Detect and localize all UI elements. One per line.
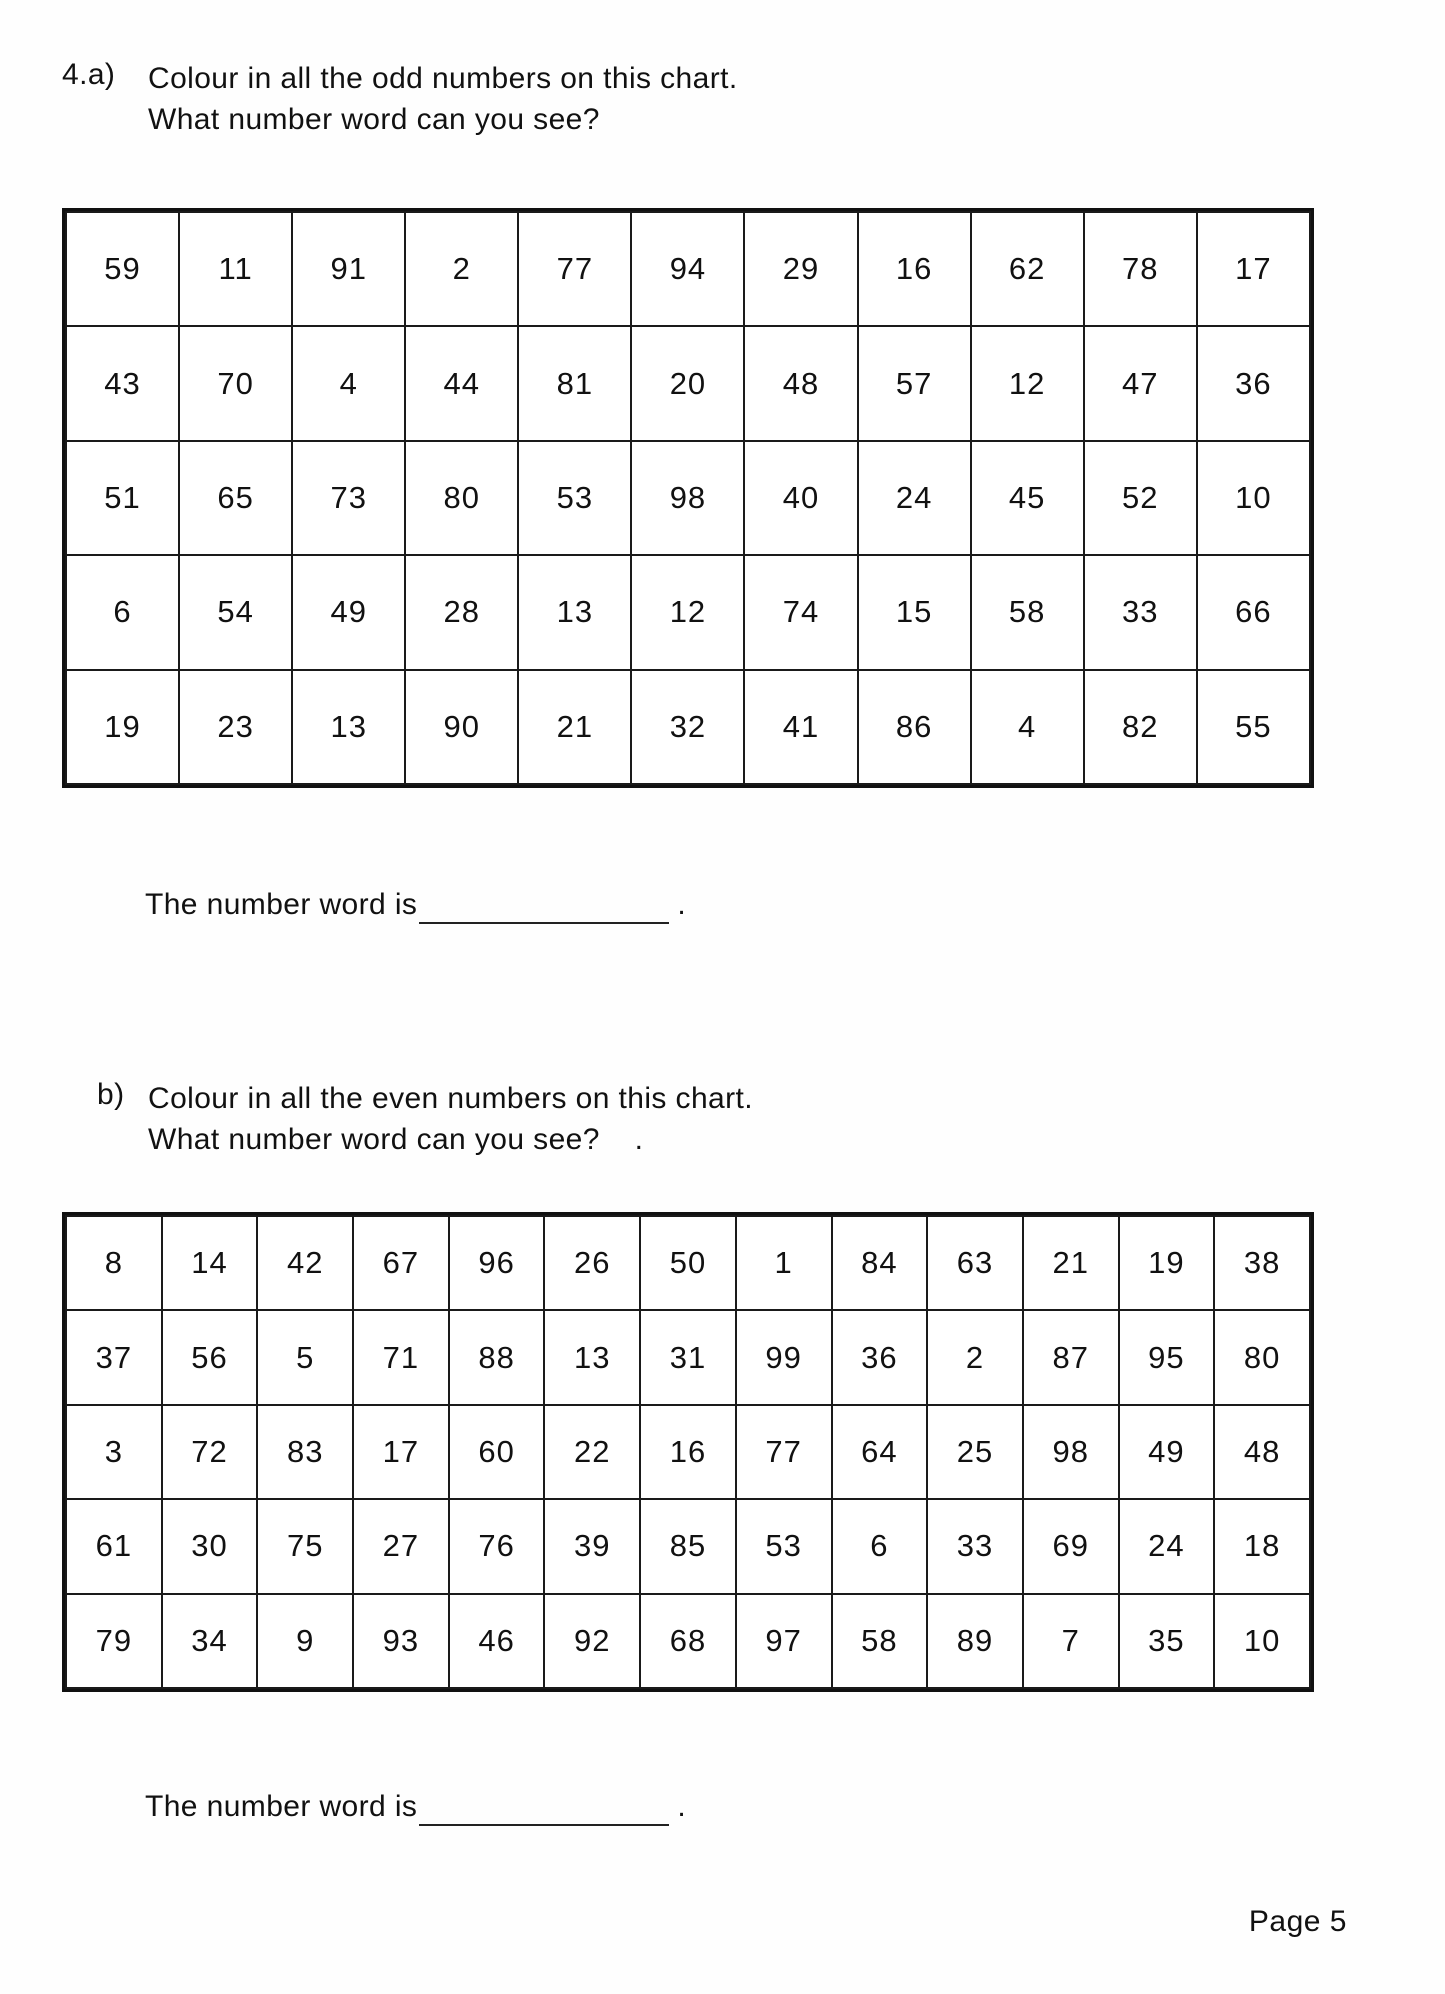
grid-cell[interactable]: 27 — [353, 1499, 449, 1593]
grid-cell[interactable]: 39 — [544, 1499, 640, 1593]
grid-cell[interactable]: 96 — [449, 1216, 545, 1310]
grid-cell[interactable]: 20 — [631, 326, 744, 440]
grid-cell[interactable]: 13 — [292, 670, 405, 784]
question-b-line2-main: What number word can you see? — [148, 1123, 600, 1157]
question-a-answer-blank[interactable] — [419, 892, 669, 924]
grid-cell[interactable]: 12 — [971, 326, 1084, 440]
grid-cell[interactable]: 61 — [66, 1499, 162, 1593]
grid-cell[interactable]: 21 — [518, 670, 631, 784]
grid-cell[interactable]: 16 — [640, 1405, 736, 1499]
grid-cell[interactable]: 22 — [544, 1405, 640, 1499]
grid-cell[interactable]: 3 — [66, 1405, 162, 1499]
grid-cell[interactable]: 52 — [1084, 441, 1197, 555]
even-numbers-grid[interactable] — [62, 1212, 1314, 1692]
grid-cell[interactable]: 19 — [66, 670, 179, 784]
question-a-text — [148, 58, 738, 141]
question-a-line1: Colour in all the odd numbers on this chart. — [148, 62, 738, 95]
grid-cell[interactable]: 30 — [162, 1499, 258, 1593]
grid-cell[interactable]: 62 — [971, 212, 1084, 326]
table-row — [66, 1310, 1310, 1404]
grid-cell[interactable]: 18 — [1214, 1499, 1310, 1593]
odd-numbers-table[interactable] — [65, 211, 1311, 785]
grid-cell[interactable]: 48 — [1214, 1405, 1310, 1499]
grid-cell[interactable]: 85 — [640, 1499, 736, 1593]
question-b-answer-blank[interactable] — [419, 1794, 669, 1826]
question-b-answer-period: . — [677, 1790, 687, 1823]
grid-cell[interactable]: 2 — [927, 1310, 1023, 1404]
grid-cell[interactable]: 40 — [744, 441, 857, 555]
grid-cell[interactable]: 42 — [257, 1216, 353, 1310]
grid-cell[interactable]: 15 — [858, 555, 971, 669]
grid-cell[interactable]: 16 — [858, 212, 971, 326]
grid-cell[interactable]: 87 — [1023, 1310, 1119, 1404]
grid-cell[interactable]: 17 — [353, 1405, 449, 1499]
question-b-line2-dot: . — [634, 1123, 644, 1157]
even-numbers-table[interactable] — [65, 1215, 1311, 1689]
grid-cell[interactable]: 89 — [927, 1594, 1023, 1688]
grid-cell[interactable]: 74 — [744, 555, 857, 669]
grid-cell[interactable]: 77 — [736, 1405, 832, 1499]
grid-cell[interactable]: 66 — [1197, 555, 1310, 669]
odd-numbers-body — [66, 212, 1310, 784]
question-a-answer-row — [145, 888, 686, 924]
grid-cell[interactable]: 48 — [744, 326, 857, 440]
grid-cell[interactable]: 44 — [405, 326, 518, 440]
grid-cell[interactable]: 36 — [832, 1310, 928, 1404]
grid-cell[interactable]: 5 — [257, 1310, 353, 1404]
grid-cell[interactable]: 46 — [449, 1594, 545, 1688]
grid-cell[interactable]: 37 — [66, 1310, 162, 1404]
question-a-line2: What number word can you see? — [148, 103, 600, 137]
table-row — [66, 1594, 1310, 1688]
grid-cell[interactable]: 75 — [257, 1499, 353, 1593]
grid-cell[interactable]: 65 — [179, 441, 292, 555]
grid-cell[interactable]: 6 — [66, 555, 179, 669]
grid-cell[interactable]: 50 — [640, 1216, 736, 1310]
grid-cell[interactable]: 47 — [1084, 326, 1197, 440]
grid-cell[interactable]: 58 — [971, 555, 1084, 669]
grid-cell[interactable]: 98 — [631, 441, 744, 555]
grid-cell[interactable]: 71 — [353, 1310, 449, 1404]
question-b-line1: Colour in all the even numbers on this chart. — [148, 1082, 753, 1115]
question-b-text — [148, 1078, 753, 1161]
grid-cell[interactable]: 7 — [1023, 1594, 1119, 1688]
grid-cell[interactable]: 83 — [257, 1405, 353, 1499]
grid-cell[interactable]: 86 — [858, 670, 971, 784]
question-b-answer-row — [145, 1790, 686, 1826]
grid-cell[interactable]: 49 — [292, 555, 405, 669]
grid-cell[interactable]: 98 — [1023, 1405, 1119, 1499]
grid-cell[interactable]: 31 — [640, 1310, 736, 1404]
grid-cell[interactable]: 12 — [631, 555, 744, 669]
grid-cell[interactable]: 21 — [1023, 1216, 1119, 1310]
grid-cell[interactable]: 53 — [736, 1499, 832, 1593]
grid-cell[interactable]: 10 — [1214, 1594, 1310, 1688]
grid-cell[interactable]: 26 — [544, 1216, 640, 1310]
grid-cell[interactable]: 9 — [257, 1594, 353, 1688]
odd-numbers-grid[interactable] — [62, 208, 1314, 788]
grid-cell[interactable]: 55 — [1197, 670, 1310, 784]
grid-cell[interactable]: 28 — [405, 555, 518, 669]
grid-cell[interactable]: 59 — [66, 212, 179, 326]
grid-cell[interactable]: 2 — [405, 212, 518, 326]
grid-cell[interactable]: 25 — [927, 1405, 1023, 1499]
grid-cell[interactable]: 38 — [1214, 1216, 1310, 1310]
grid-cell[interactable]: 11 — [179, 212, 292, 326]
grid-cell[interactable]: 41 — [744, 670, 857, 784]
grid-cell[interactable]: 60 — [449, 1405, 545, 1499]
grid-cell[interactable]: 54 — [179, 555, 292, 669]
table-row — [66, 1499, 1310, 1593]
question-b-line2 — [148, 1119, 753, 1160]
grid-cell[interactable]: 57 — [858, 326, 971, 440]
grid-cell[interactable]: 80 — [1214, 1310, 1310, 1404]
table-row — [66, 212, 1310, 326]
grid-cell[interactable]: 29 — [744, 212, 857, 326]
table-row — [66, 1216, 1310, 1310]
grid-cell[interactable]: 76 — [449, 1499, 545, 1593]
grid-cell[interactable]: 81 — [518, 326, 631, 440]
grid-cell[interactable]: 23 — [179, 670, 292, 784]
table-row — [66, 670, 1310, 784]
grid-cell[interactable]: 67 — [353, 1216, 449, 1310]
question-a-number: 4.a) — [62, 58, 116, 91]
grid-cell[interactable]: 24 — [858, 441, 971, 555]
grid-cell[interactable]: 80 — [405, 441, 518, 555]
grid-cell[interactable]: 88 — [449, 1310, 545, 1404]
grid-cell[interactable]: 58 — [832, 1594, 928, 1688]
grid-cell[interactable]: 92 — [544, 1594, 640, 1688]
question-b-answer-prompt: The number word is — [145, 1790, 418, 1823]
question-a-answer-period: . — [677, 888, 687, 921]
grid-cell[interactable]: 70 — [179, 326, 292, 440]
table-row — [66, 555, 1310, 669]
grid-cell[interactable]: 56 — [162, 1310, 258, 1404]
grid-cell[interactable]: 14 — [162, 1216, 258, 1310]
grid-cell[interactable]: 78 — [1084, 212, 1197, 326]
grid-cell[interactable]: 34 — [162, 1594, 258, 1688]
grid-cell[interactable]: 68 — [640, 1594, 736, 1688]
grid-cell[interactable]: 84 — [832, 1216, 928, 1310]
grid-cell[interactable]: 99 — [736, 1310, 832, 1404]
grid-cell[interactable]: 63 — [927, 1216, 1023, 1310]
grid-cell[interactable]: 33 — [1084, 555, 1197, 669]
grid-cell[interactable]: 45 — [971, 441, 1084, 555]
grid-cell[interactable]: 69 — [1023, 1499, 1119, 1593]
grid-cell[interactable]: 64 — [832, 1405, 928, 1499]
grid-cell[interactable]: 13 — [518, 555, 631, 669]
grid-cell[interactable]: 24 — [1119, 1499, 1215, 1593]
grid-cell[interactable]: 90 — [405, 670, 518, 784]
grid-cell[interactable]: 95 — [1119, 1310, 1215, 1404]
question-b-number: b) — [97, 1078, 125, 1111]
grid-cell[interactable]: 94 — [631, 212, 744, 326]
grid-cell[interactable]: 73 — [292, 441, 405, 555]
table-row — [66, 1405, 1310, 1499]
grid-cell[interactable]: 91 — [292, 212, 405, 326]
grid-cell[interactable]: 4 — [292, 326, 405, 440]
grid-cell[interactable]: 17 — [1197, 212, 1310, 326]
grid-cell[interactable]: 72 — [162, 1405, 258, 1499]
grid-cell[interactable]: 33 — [927, 1499, 1023, 1593]
question-a-answer-prompt: The number word is — [145, 888, 418, 921]
grid-cell[interactable]: 77 — [518, 212, 631, 326]
grid-cell[interactable]: 36 — [1197, 326, 1310, 440]
grid-cell[interactable]: 97 — [736, 1594, 832, 1688]
grid-cell[interactable]: 4 — [971, 670, 1084, 784]
grid-cell[interactable]: 10 — [1197, 441, 1310, 555]
grid-cell[interactable]: 53 — [518, 441, 631, 555]
grid-cell[interactable]: 43 — [66, 326, 179, 440]
grid-cell[interactable]: 13 — [544, 1310, 640, 1404]
even-numbers-body — [66, 1216, 1310, 1688]
grid-cell[interactable]: 1 — [736, 1216, 832, 1310]
grid-cell[interactable]: 32 — [631, 670, 744, 784]
grid-cell[interactable]: 19 — [1119, 1216, 1215, 1310]
grid-cell[interactable]: 35 — [1119, 1594, 1215, 1688]
table-row — [66, 441, 1310, 555]
page-number-footer: Page 5 — [1248, 1905, 1347, 1938]
grid-cell[interactable]: 51 — [66, 441, 179, 555]
grid-cell[interactable]: 8 — [66, 1216, 162, 1310]
grid-cell[interactable]: 6 — [832, 1499, 928, 1593]
grid-cell[interactable]: 49 — [1119, 1405, 1215, 1499]
grid-cell[interactable]: 79 — [66, 1594, 162, 1688]
table-row — [66, 326, 1310, 440]
grid-cell[interactable]: 82 — [1084, 670, 1197, 784]
grid-cell[interactable]: 93 — [353, 1594, 449, 1688]
